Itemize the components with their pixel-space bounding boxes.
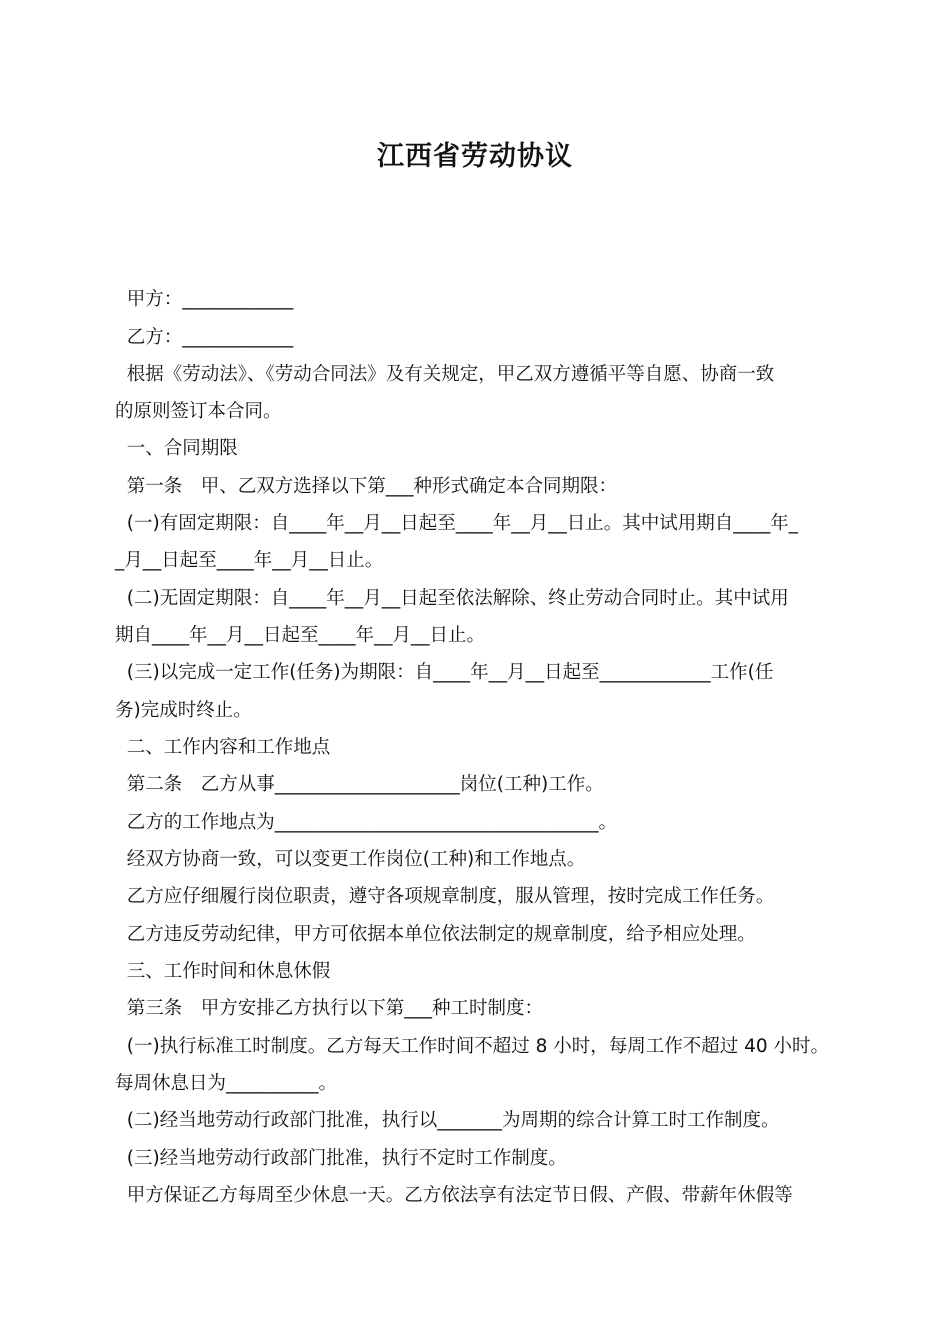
paragraph-line: 经双方协商一致，可以变更工作岗位(工种)和工作地点。 bbox=[115, 849, 586, 870]
paragraph-line: 乙方违反劳动纪律，甲方可依据本单位依法制定的规章制度，给予相应处理。 bbox=[115, 924, 756, 945]
paragraph-line: (一)有固定期限：自____年__月__日起至____年__月__日止。其中试用期自____年_ bbox=[115, 513, 798, 534]
document-title: 江西省劳动协议 bbox=[377, 141, 573, 172]
paragraph-line: (一)执行标准工时制度。乙方每天工作时间不超过 8 小时，每周工作不超过 40 小时。 bbox=[115, 1036, 830, 1057]
paragraph-line: 根据《劳动法》、《劳动合同法》及有关规定，甲乙双方遵循平等自愿、协商一致 bbox=[115, 364, 775, 385]
paragraph-line: (二)经当地劳动行政部门批准，执行以_______为周期的综合计算工时工作制度。 bbox=[115, 1110, 780, 1131]
paragraph-line: (二)无固定期限：自____年__月__日起至依法解除、终止劳动合同时止。其中试用 bbox=[115, 588, 789, 609]
section-heading: 三、工作时间和休息休假 bbox=[115, 961, 331, 982]
paragraph-line: 甲方保证乙方每周至少休息一天。乙方依法享有法定节日假、产假、带薪年休假等 bbox=[115, 1185, 793, 1206]
paragraph-line: 每周休息日为__________。 bbox=[115, 1073, 338, 1094]
article-line: 第二条 乙方从事____________________岗位(工种)工作。 bbox=[115, 774, 604, 795]
section-heading: 一、合同期限 bbox=[115, 438, 238, 459]
article-line: 第一条 甲、乙双方选择以下第___种形式确定本合同期限： bbox=[115, 476, 618, 497]
paragraph-line: 乙方应仔细履行岗位职责，遵守各项规章制度，服从管理，按时完成工作任务。 bbox=[115, 886, 775, 907]
article-line: 第三条 甲方安排乙方执行以下第___种工时制度： bbox=[115, 998, 544, 1019]
party-b-line: 乙方：____________ bbox=[115, 327, 294, 348]
paragraph-line: 务)完成时终止。 bbox=[115, 700, 252, 721]
paragraph-line: (三)以完成一定工作(任务)为期限：自____年__月__日起至____________工作(任 bbox=[115, 662, 774, 683]
section-heading: 二、工作内容和工作地点 bbox=[115, 737, 331, 758]
party-a-line: 甲方：____________ bbox=[115, 289, 294, 310]
paragraph-line: 乙方的工作地点为___________________________________。 bbox=[115, 812, 618, 833]
paragraph-line: (三)经当地劳动行政部门批准，执行不定时工作制度。 bbox=[115, 1148, 567, 1169]
paragraph-line: _月__日起至____年__月__日止。 bbox=[115, 550, 384, 571]
paragraph-line: 期自____年__月__日起至____年__月__日止。 bbox=[115, 625, 486, 646]
paragraph-line: 的原则签订本合同。 bbox=[115, 401, 282, 422]
